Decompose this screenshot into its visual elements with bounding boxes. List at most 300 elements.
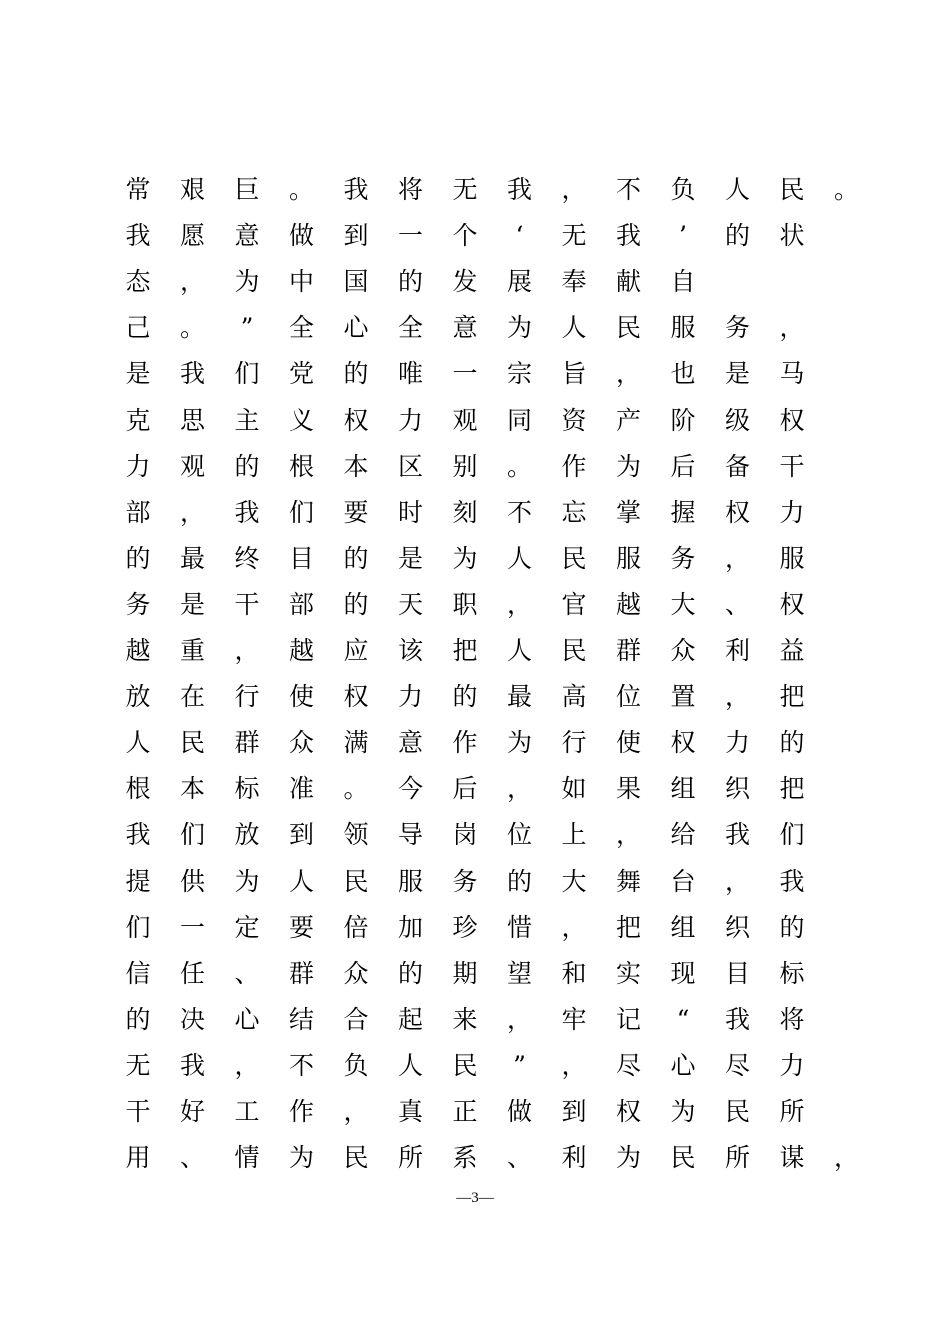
text-glyph: 态 [125,267,151,297]
text-glyph: ， [179,267,205,297]
text-glyph: 所 [779,1097,805,1126]
text-glyph: 我 [125,820,151,850]
text-glyph: 。 [288,175,314,204]
text-glyph: 起 [397,1004,423,1034]
text-glyph: 织 [724,774,750,804]
text-glyph: 行 [561,728,587,758]
text-line [0,1138,950,1178]
text-glyph: 放 [234,820,260,850]
text-glyph: 牢 [561,1004,587,1034]
text-glyph: 、 [724,589,750,619]
page-number: —3— [456,1190,494,1206]
text-glyph: 展 [506,267,532,297]
text-glyph: 人 [724,175,750,204]
text-glyph: 们 [234,359,260,389]
text-glyph: 心 [343,313,369,343]
text-glyph: “ [676,1004,690,1034]
text-glyph: 阶 [670,405,696,435]
text-glyph: 满 [343,728,369,758]
text-glyph: 民 [779,175,805,204]
text-glyph: 。 [506,451,532,481]
text-glyph: 后 [452,774,478,804]
text-glyph: 的 [506,866,532,896]
text-line [0,401,950,441]
text-glyph: 越 [125,636,151,665]
text-glyph: 、 [234,958,260,988]
text-glyph: 民 [561,636,587,665]
text-glyph: 干 [125,1097,151,1126]
text-glyph: 刻 [452,497,478,527]
text-glyph: 准 [288,774,314,804]
text-glyph: 我 [343,175,369,204]
text-glyph: 的 [724,221,750,251]
text-glyph: 把 [615,912,641,942]
text-glyph: 民 [452,1050,478,1080]
text-glyph: 的 [397,958,423,988]
text-line [0,1092,950,1132]
text-glyph: 民 [179,728,205,758]
text-glyph: 的 [779,728,805,758]
text-glyph: 谋 [779,1143,805,1173]
text-glyph: 思 [179,405,205,435]
text-glyph: 在 [179,682,205,712]
text-glyph: 人 [561,313,587,343]
text-glyph: 权 [779,589,805,619]
text-glyph: 重 [179,636,205,665]
text-glyph: 根 [288,451,314,481]
text-glyph: 益 [779,636,805,665]
text-glyph: 同 [506,405,532,435]
text-glyph: 后 [670,451,696,481]
text-glyph: ” [240,313,254,343]
text-glyph: 权 [670,728,696,758]
text-glyph: 为 [615,1143,641,1173]
text-glyph: 到 [343,221,369,251]
text-glyph: 结 [288,1004,314,1034]
text-glyph: 们 [179,820,205,850]
text-glyph: 们 [779,820,805,850]
text-glyph: 终 [234,543,260,573]
text-glyph: ， [724,682,750,712]
text-glyph: 群 [234,728,260,758]
text-glyph: 要 [288,912,314,942]
text-glyph: 使 [288,682,314,712]
text-glyph: 大 [670,589,696,619]
text-glyph: 尽 [615,1050,641,1080]
text-glyph: 好 [179,1097,205,1126]
text-glyph: 不 [288,1050,314,1080]
text-glyph: 克 [125,405,151,435]
text-glyph: ” [513,1050,526,1080]
text-glyph: ， [506,774,532,804]
text-glyph: 民 [670,1143,696,1173]
text-glyph: ， [615,359,641,389]
text-glyph: 务 [452,866,478,896]
text-glyph: 位 [506,820,532,850]
text-glyph: 为 [288,1143,314,1173]
text-glyph: 状 [779,221,805,251]
text-glyph: 尽 [724,1050,750,1080]
text-glyph: 是 [125,359,151,389]
text-glyph: 到 [561,1097,587,1126]
text-glyph: 巨 [234,175,260,204]
text-glyph: ， [561,1050,587,1080]
text-glyph: 产 [615,405,641,435]
text-line [0,723,950,763]
text-glyph: 不 [506,497,532,527]
text-glyph: 利 [561,1143,587,1173]
text-glyph: 加 [397,912,423,942]
text-glyph: 我 [234,497,260,527]
text-glyph: 组 [670,912,696,942]
text-glyph: 民 [615,313,641,343]
text-glyph: 真 [397,1097,423,1126]
text-line [0,308,950,348]
text-glyph: 。 [343,774,369,804]
text-line [0,493,950,533]
text-glyph: 目 [724,958,750,988]
text-glyph: 应 [343,636,369,665]
text-glyph: 群 [615,636,641,665]
text-glyph: 备 [724,451,750,481]
text-glyph: 来 [452,1004,478,1034]
text-glyph: 民 [724,1097,750,1126]
text-glyph: ， [179,497,205,527]
text-glyph: 服 [779,543,805,573]
text-glyph: 、 [506,1143,532,1173]
text-glyph: 是 [179,589,205,619]
text-line [0,539,950,579]
text-glyph: 负 [670,175,696,204]
text-glyph: 愿 [179,221,205,251]
text-line [0,262,950,302]
text-glyph: 越 [615,589,641,619]
text-line [0,677,950,717]
text-glyph: 意 [234,221,260,251]
text-glyph: 位 [615,682,641,712]
text-glyph: 意 [397,728,423,758]
text-glyph: 别 [452,451,478,481]
text-line [0,216,950,256]
text-glyph: 高 [561,682,587,712]
text-glyph: 意 [452,313,478,343]
text-line [0,1046,950,1086]
text-glyph: 织 [724,912,750,942]
text-glyph: 部 [288,589,314,619]
text-glyph: 发 [452,267,478,297]
text-glyph: 干 [779,451,805,481]
text-glyph: 信 [125,958,151,988]
text-line [0,908,950,948]
text-glyph: 奉 [561,267,587,297]
text-glyph: 为 [234,267,260,297]
text-glyph: 作 [452,728,478,758]
text-glyph: 作 [561,451,587,481]
text-glyph: 。 [833,175,859,204]
text-glyph: 时 [397,497,423,527]
text-glyph: 工 [234,1097,260,1126]
text-glyph: 国 [343,267,369,297]
text-glyph: 舞 [615,866,641,896]
text-glyph: 服 [615,543,641,573]
text-glyph: 服 [397,866,423,896]
text-glyph: 将 [779,1004,805,1034]
text-glyph: 把 [452,636,478,665]
text-line [0,769,950,809]
text-glyph: 服 [670,313,696,343]
text-line [0,1000,950,1040]
text-glyph: 越 [288,636,314,665]
text-glyph: 我 [506,175,532,204]
text-glyph: 主 [234,405,260,435]
text-line [0,354,950,394]
text-glyph: 把 [779,682,805,712]
text-glyph: 区 [397,451,423,481]
text-glyph: 岗 [452,820,478,850]
text-glyph: 最 [506,682,532,712]
text-glyph: 务 [724,313,750,343]
text-glyph: 到 [288,820,314,850]
text-glyph: 为 [670,1097,696,1126]
text-glyph: 己 [125,313,151,343]
text-glyph: 的 [234,451,260,481]
text-glyph: 我 [179,359,205,389]
text-glyph: 力 [397,682,423,712]
text-glyph: 一 [397,221,423,251]
text-glyph: 的 [125,543,151,573]
text-glyph: ， [234,1050,260,1080]
text-glyph: 置 [670,682,696,712]
text-glyph: 的 [779,912,805,942]
text-glyph: 的 [397,267,423,297]
text-glyph: 不 [615,175,641,204]
text-glyph: 中 [288,267,314,297]
text-glyph: 众 [343,958,369,988]
text-glyph: 官 [561,589,587,619]
text-glyph: 人 [288,866,314,896]
text-glyph: 情 [234,1143,260,1173]
text-glyph: ‘ [515,221,524,251]
text-glyph: 宗 [506,359,532,389]
text-glyph: 作 [288,1097,314,1126]
text-glyph: 我 [615,221,641,251]
text-glyph: 艰 [179,175,205,204]
text-glyph: 珍 [452,912,478,942]
text-glyph: 献 [615,267,641,297]
text-glyph: 天 [397,589,423,619]
text-glyph: 台 [670,866,696,896]
text-glyph: 民 [561,543,587,573]
text-glyph: 的 [343,589,369,619]
text-glyph: 果 [615,774,641,804]
text-line [0,585,950,625]
text-glyph: 决 [179,1004,205,1034]
text-glyph: 我 [724,1004,750,1034]
text-glyph: 和 [561,958,587,988]
text-glyph: 党 [288,359,314,389]
text-glyph: ， [779,313,805,343]
text-glyph: 权 [724,497,750,527]
text-glyph: ， [561,912,587,942]
text-glyph: 人 [397,1050,423,1080]
text-glyph: 本 [343,451,369,481]
text-glyph: 记 [615,1004,641,1034]
text-glyph: 惜 [506,912,532,942]
text-glyph: 为 [615,451,641,481]
text-glyph: 民 [343,866,369,896]
text-glyph: 们 [125,912,151,942]
text-glyph: 组 [670,774,696,804]
text-glyph: 力 [397,405,423,435]
text-glyph: 、 [179,1143,205,1173]
text-line [0,954,950,994]
text-glyph: 务 [670,543,696,573]
text-glyph: 级 [724,405,750,435]
text-glyph: 无 [125,1050,151,1080]
text-glyph: 系 [452,1143,478,1173]
text-glyph: 本 [179,774,205,804]
text-glyph: 做 [288,221,314,251]
text-glyph: 个 [452,221,478,251]
text-glyph: 供 [179,866,205,896]
text-glyph: ’ [679,221,687,251]
text-glyph: 义 [288,405,314,435]
text-glyph: 干 [234,589,260,619]
text-glyph: 将 [397,175,423,204]
text-glyph: 一 [179,912,205,942]
text-glyph: 常 [125,175,151,204]
text-glyph: 全 [288,313,314,343]
text-glyph: 权 [779,405,805,435]
text-glyph: 人 [506,543,532,573]
text-glyph: 要 [343,497,369,527]
text-line [0,862,950,902]
text-glyph: 众 [670,636,696,665]
text-glyph: 现 [670,958,696,988]
text-glyph: ， [724,866,750,896]
text-glyph: ， [561,175,587,204]
text-line [0,447,950,487]
text-glyph: 一 [452,359,478,389]
text-glyph: 目 [288,543,314,573]
text-glyph: 观 [179,451,205,481]
text-glyph: ， [343,1097,369,1126]
text-glyph: 所 [397,1143,423,1173]
text-glyph: 所 [724,1143,750,1173]
text-glyph: 正 [452,1097,478,1126]
text-glyph: 用 [125,1143,151,1173]
text-glyph: 我 [179,1050,205,1080]
text-glyph: 的 [343,359,369,389]
text-glyph: 人 [506,636,532,665]
text-glyph: 我 [125,221,151,251]
text-glyph: 群 [288,958,314,988]
text-glyph: 全 [397,313,423,343]
text-glyph: 根 [125,774,151,804]
text-line [0,170,950,210]
text-glyph: 唯 [397,359,423,389]
text-glyph: 我 [779,866,805,896]
text-glyph: 标 [779,958,805,988]
text-glyph: 如 [561,774,587,804]
text-glyph: 无 [452,175,478,204]
text-glyph: 人 [125,728,151,758]
text-glyph: ， [833,1143,859,1173]
text-glyph: 民 [343,1143,369,1173]
text-glyph: 我 [724,820,750,850]
text-glyph: 力 [779,1050,805,1080]
text-glyph: 握 [670,497,696,527]
text-glyph: 观 [452,405,478,435]
text-glyph: 力 [125,451,151,481]
text-glyph: 今 [397,774,423,804]
text-glyph: 做 [506,1097,532,1126]
text-glyph: 的 [125,1004,151,1034]
text-line [0,815,950,855]
text-glyph: ， [234,636,260,665]
text-glyph: 把 [779,774,805,804]
text-glyph: 领 [343,820,369,850]
text-glyph: 是 [724,359,750,389]
text-glyph: 资 [561,405,587,435]
text-glyph: ， [506,589,532,619]
text-glyph: 权 [615,1097,641,1126]
text-glyph: 倍 [343,912,369,942]
text-glyph: 掌 [615,497,641,527]
text-glyph: 的 [343,543,369,573]
text-glyph: 权 [343,405,369,435]
text-glyph: ， [724,543,750,573]
text-glyph: 。 [179,313,205,343]
text-glyph: 心 [670,1050,696,1080]
text-glyph: 提 [125,866,151,896]
text-glyph: 期 [452,958,478,988]
text-glyph: 为 [452,543,478,573]
text-glyph: ， [506,1004,532,1034]
text-glyph: 行 [234,682,260,712]
text-glyph: 为 [506,313,532,343]
text-glyph: 大 [561,866,587,896]
text-glyph: 导 [397,820,423,850]
text-glyph: 利 [724,636,750,665]
text-glyph: 为 [234,866,260,896]
text-glyph: 自 [670,267,696,297]
text-glyph: 为 [506,728,532,758]
text-glyph: 力 [724,728,750,758]
text-glyph: 负 [343,1050,369,1080]
text-glyph: 给 [670,820,696,850]
text-glyph: 标 [234,774,260,804]
text-glyph: 上 [561,820,587,850]
text-glyph: 使 [615,728,641,758]
text-glyph: 合 [343,1004,369,1034]
text-glyph: 忘 [561,497,587,527]
text-glyph: 最 [179,543,205,573]
text-glyph: 该 [397,636,423,665]
text-glyph: 是 [397,543,423,573]
text-glyph: ， [615,820,641,850]
text-glyph: 力 [779,497,805,527]
text-glyph: 放 [125,682,151,712]
text-glyph: 心 [234,1004,260,1034]
text-glyph: 也 [670,359,696,389]
text-glyph: 任 [179,958,205,988]
text-glyph: 务 [125,589,151,619]
text-glyph: 马 [779,359,805,389]
text-glyph: 实 [615,958,641,988]
text-glyph: 定 [234,912,260,942]
text-glyph: 旨 [561,359,587,389]
